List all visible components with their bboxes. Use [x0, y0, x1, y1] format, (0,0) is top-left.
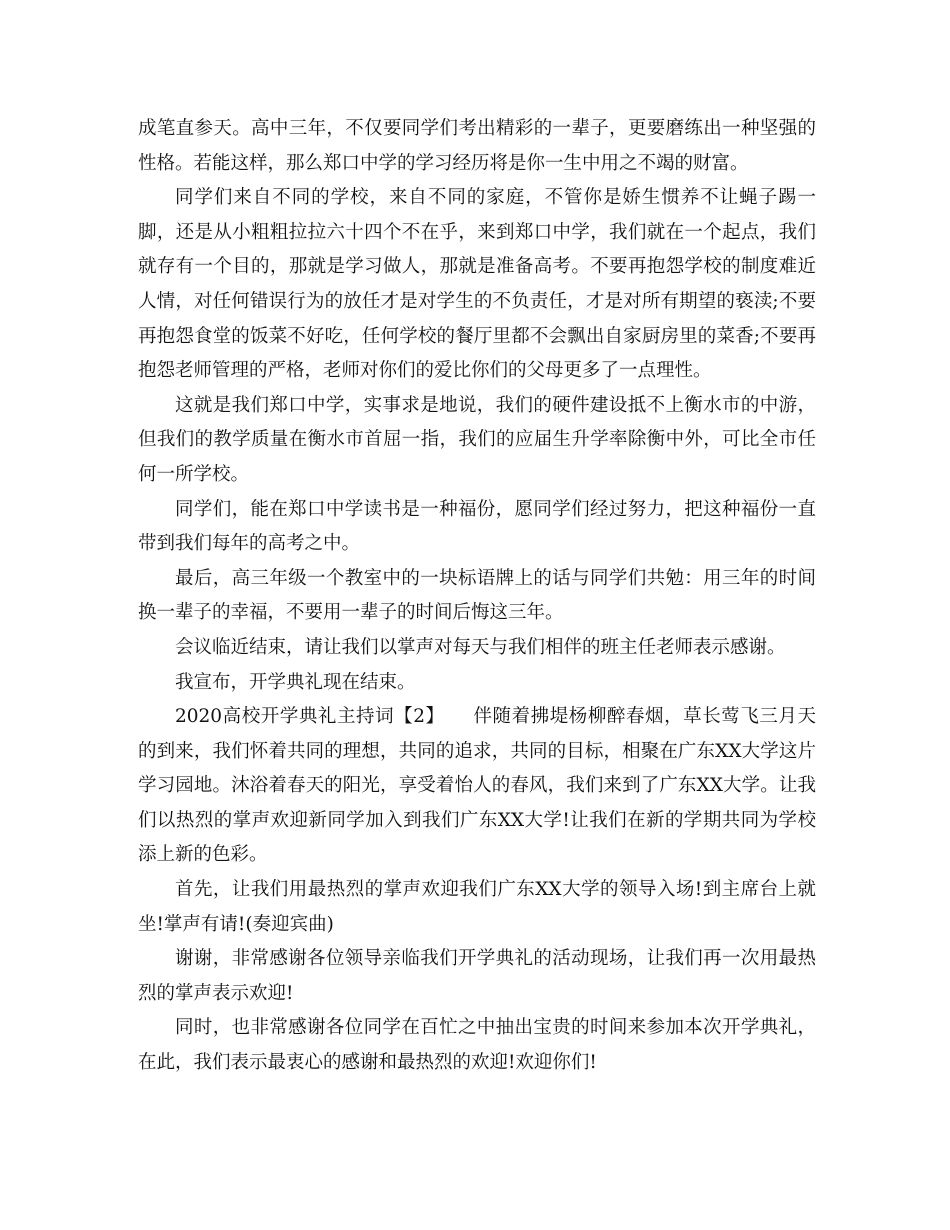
paragraph-7: 我宣布，开学典礼现在结束。 — [175, 671, 416, 693]
paragraph-8: 2020高校开学典礼主持词【2】 伴随着拂堤杨柳醉春烟，草长莺飞三月天的到来，我们怀着共同的理想，共同的追求，共同的目标，相聚在广东XX大学这片学习园地。沐浴着春天的阳光，享受着怡人的春风，我们来到了广东XX大学。让我们以热烈的掌声欢迎新同学加入到我们广东XX大学!让我们在新的学期共同为学校添上新的色彩。 — [138, 706, 816, 866]
document-body — [138, 112, 816, 1081]
paragraph-6: 会议临近结束，请让我们以掌声对每天与我们相伴的班主任老师表示感谢。 — [175, 636, 786, 658]
paragraph-2: 同学们来自不同的学校，来自不同的家庭，不管你是娇生惯养不让蝇子踢一脚，还是从小粗粗拉拉六十四个不在乎，来到郑口中学，我们就在一个起点，我们就存有一个目的，那就是学习做人，那就是准备高考。不要再抱怨学校的制度难近人情，对任何错误行为的放任才是对学生的不负责任，才是对所有期望的亵渎;不要再抱怨食堂的饭菜不好吃，任何学校的餐厅里都不会飘出自家厨房里的菜香;不要再抱怨老师管理的严格，老师对你们的爱比你们的父母更多了一点理性。 — [138, 187, 816, 382]
paragraph-1: 成笔直参天。高中三年，不仅要同学们考出精彩的一辈子，更要磨练出一种坚强的性格。若能这样，那么郑口中学的学习经历将是你一生中用之不竭的财富。 — [138, 118, 816, 174]
paragraph-10: 谢谢，非常感谢各位领导亲临我们开学典礼的活动现场，让我们再一次用最热烈的掌声表示欢迎! — [138, 948, 816, 1004]
paragraph-4: 同学们，能在郑口中学读书是一种福份，愿同学们经过努力，把这种福份一直带到我们每年的高考之中。 — [138, 498, 816, 555]
paragraph-11: 同时，也非常感谢各位同学在百忙之中抽出宝贵的时间来参加本次开学典礼，在此，我们表示最衷心的感谢和最热烈的欢迎!欢迎你们! — [138, 1017, 816, 1074]
paragraph-3: 这就是我们郑口中学，实事求是地说，我们的硬件建设抵不上衡水市的中游，但我们的教学质量在衡水市首屈一指，我们的应届生升学率除衡中外，可比全市任何一所学校。 — [138, 394, 816, 485]
paragraph-5: 最后，高三年级一个教室中的一块标语牌上的话与同学们共勉：用三年的时间换一辈子的幸福，不要用一辈子的时间后悔这三年。 — [138, 567, 816, 624]
paragraph-9: 首先，让我们用最热烈的掌声欢迎我们广东XX大学的领导入场!到主席台上就坐!掌声有请!(奏迎宾曲) — [138, 879, 816, 935]
